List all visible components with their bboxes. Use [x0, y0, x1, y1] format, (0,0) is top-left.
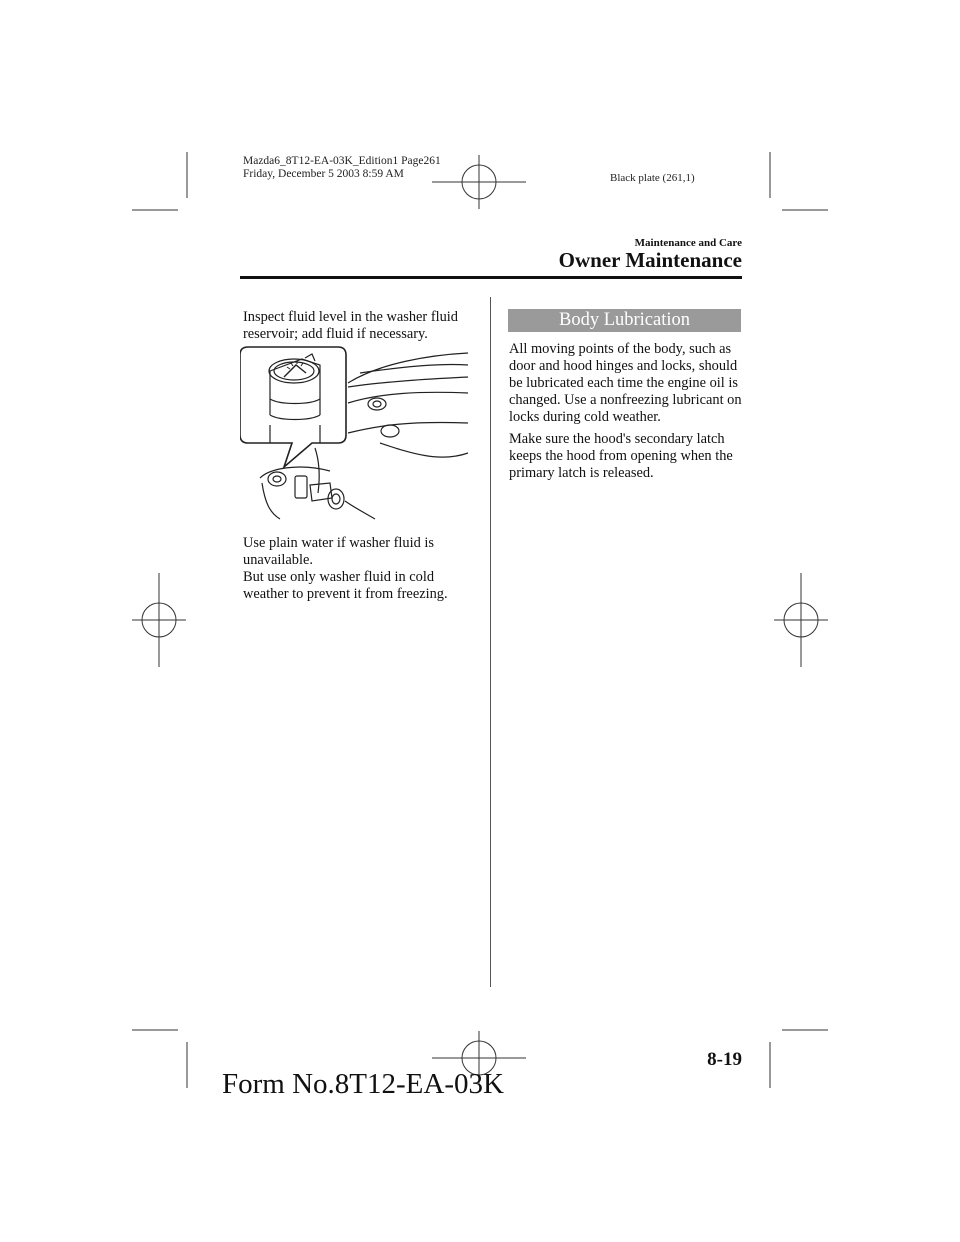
plate-label: Black plate (261,1) — [610, 172, 695, 184]
print-header — [243, 155, 441, 181]
hood-latch-paragraph: Make sure the hood's secondary latch keeps the hood from opening when the primary latch is released. — [509, 431, 733, 481]
body-lubrication-paragraph: All moving points of the body, such as door and hood hinges and locks, should be lubricated each time the engine oil is changed. Use a nonfreezing lubricant on locks during cold weather. — [509, 341, 742, 425]
washer-fluid-note-line2: But use only washer fluid in cold weather to prevent it from freezing. — [243, 569, 448, 602]
section-heading-banner: Body Lubrication — [508, 309, 741, 332]
form-number: Form No.8T12-EA-03K — [222, 1068, 504, 1100]
page-number: 8-19 — [707, 1049, 742, 1070]
washer-reservoir-illustration — [240, 343, 470, 521]
header-rule — [240, 276, 742, 279]
washer-fluid-note — [243, 535, 483, 603]
print-header-line2: Friday, December 5 2003 8:59 AM — [243, 168, 404, 180]
column-divider — [490, 297, 491, 987]
washer-fluid-note-line1: Use plain water if washer fluid is unavailable. — [243, 535, 435, 568]
print-header-line1: Mazda6_8T12-EA-03K_Edition1 Page261 — [243, 155, 441, 167]
section-label: Maintenance and Care — [634, 237, 742, 249]
page-title: Owner Maintenance — [558, 248, 742, 272]
washer-fluid-intro: Inspect fluid level in the washer fluid reservoir; add fluid if necessary. — [243, 309, 458, 342]
